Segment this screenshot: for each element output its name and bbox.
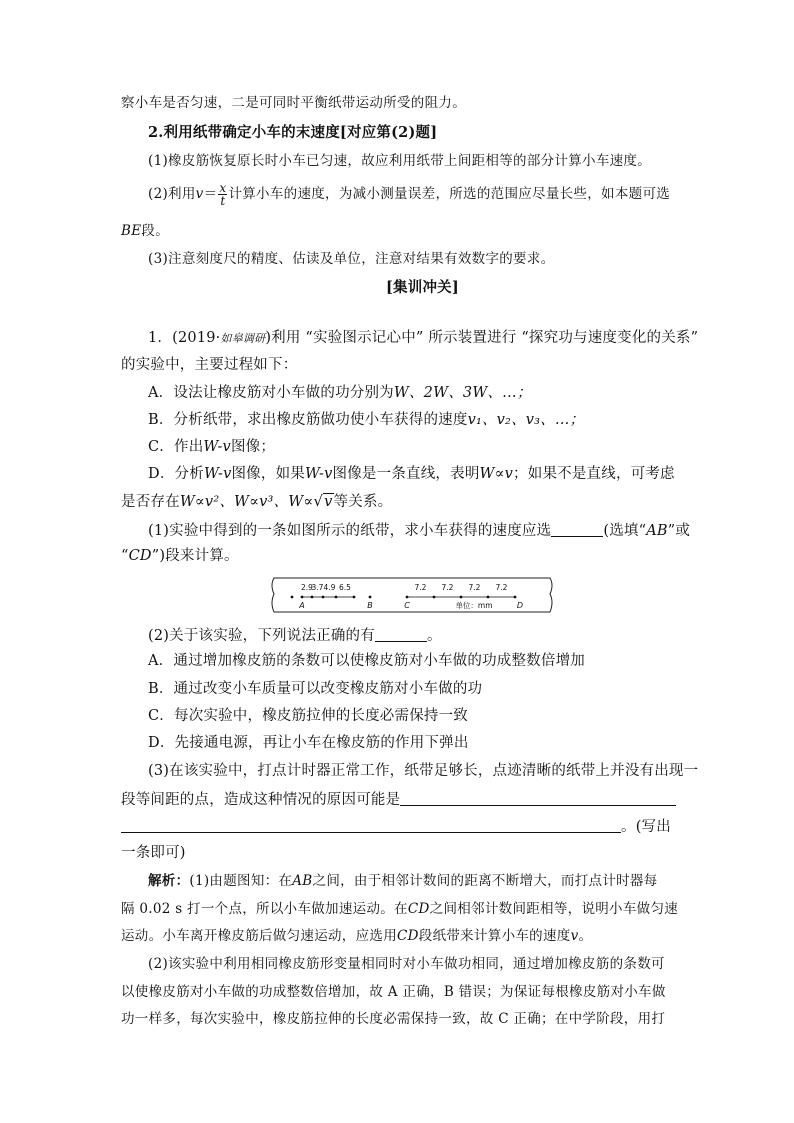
tape-dot (369, 596, 372, 599)
guide-point-2: (2)利用v＝ $\frac{x}{t}$ 计算小车的速度，为减小测量误差，所选的范围应尽量长些，如本题可选 (148, 181, 671, 208)
sqrt-v: v (324, 494, 333, 510)
tape-interval-label: 7.2 (495, 583, 508, 592)
analysis-line-6: 功一样多，每次实验中，橡皮筋拉伸的长度必需保持一致，故 C 正确；在中学阶段，用打 (121, 1011, 666, 1027)
analysis-line-3: 运动。小车离开橡皮筋后做匀速运动，应选用CD段纸带来计算小车的速度v。 (121, 928, 593, 944)
step-d: D．分析W-v图像，如果W-v图像是一条直线，表明W∝v；如果不是直线，可考虑 (148, 466, 675, 482)
step-c: C．作出W-v图像； (148, 439, 276, 455)
option-a: A．通过增加橡皮筋的条数可以使橡皮筋对小车做的功成整数倍增加 (148, 653, 585, 669)
sub-question-3-line: 。(写出 (121, 818, 671, 835)
sub-question-3-cont: 段等间距的点，造成这种情况的原因可能是 (121, 791, 676, 808)
sub-question-2: (2)关于该实验，下列说法正确的有 。 (148, 628, 442, 644)
answer-blank-3a[interactable] (400, 791, 676, 806)
tape-interval-label: 4.9 (323, 583, 336, 592)
tape-dot (291, 596, 294, 599)
sub-question-3: (3)在该实验中，打点计时器正常工作，纸带足够长，点迹清晰的纸带上并没有出现一 (148, 763, 699, 779)
option-b: B．通过改变小车质量可以改变橡皮筋对小车做的功 (148, 681, 483, 697)
tape-interval-label: 7.2 (414, 583, 427, 592)
tape-point-label: A (299, 601, 305, 610)
paper-tape-figure (270, 576, 554, 614)
sub-question-1: (1)实验中得到的一条如图所示的纸带，求小车获得的速度应选 (选填“AB”或 (148, 523, 691, 539)
step-a: A．设法让橡皮筋对小车做的功分别为W、2W、3W、…； (148, 385, 532, 401)
sub-question-1-cont: “CD”)段来计算。 (121, 548, 239, 564)
question-1-intro: 1．(2019·如皋调研)利用 “实验图示记心中” 所示装置进行 “探究功与速度变化的关系” (148, 330, 699, 346)
step-b: B．分析纸带，求出橡皮筋做功使小车获得的速度v₁、v₂、v₃、…； (148, 412, 585, 428)
answer-blank-3b[interactable] (121, 818, 621, 833)
tape-interval-label: 7.2 (441, 583, 454, 592)
guide-point-3: (3)注意刻度尺的精度、估读及单位，注意对结果有效数字的要求。 (148, 251, 555, 267)
tape-point-label: C (404, 601, 410, 610)
tape-marks (291, 583, 523, 610)
sub-question-3-note: 一条即可) (121, 845, 186, 861)
analysis-line-5: 以使橡皮筋对小车做的功成整数倍增加，故 A 正确，B 错误；为保证每根橡皮筋对小车做 (121, 984, 666, 1000)
answer-blank-2[interactable] (375, 627, 427, 642)
tape-unit-label: 单位：mm (455, 601, 493, 610)
guide-point-2-cont: BE段。 (121, 223, 169, 239)
tape-interval-label: 2.9 (301, 583, 313, 592)
option-c: C．每次实验中，橡皮筋拉伸的长度必需保持一致 (148, 708, 468, 724)
tape-point-label: B (367, 601, 373, 610)
section-title: [集训冲关] (386, 279, 459, 296)
guide-line-1: 察小车是否匀速，二是可同时平衡纸带运动所受的阻力。 (121, 95, 466, 111)
tape-interval-label: 6.5 (339, 583, 351, 592)
guide-point-1: (1)橡皮筋恢复原长时小车已匀速，故应利用纸带上间距相等的部分计算小车速度。 (148, 153, 652, 169)
analysis-line-2: 隔 0.02 s 打一个点，所以小车做加速运动。在CD之间相邻计数间距相等，说明小车做匀速 (121, 901, 679, 917)
analysis-line-4: (2)该实验中利用相同橡皮筋形变量相同时对小车做功相同，通过增加橡皮筋的条数可 (148, 956, 665, 972)
tape-point-label: D (516, 601, 524, 610)
question-1-intro-cont: 的实验中，主要过程如下： (121, 357, 298, 373)
option-d: D．先接通电源，再让小车在橡皮筋的作用下弹出 (148, 735, 469, 751)
answer-blank-1[interactable] (551, 522, 603, 537)
analysis-line-1: 解析：(1)由题图知：在AB之间，由于相邻计数间的距离不断增大，而打点计时器每 (148, 873, 658, 889)
step-d-cont: 是否存在W∝v²、W∝v³、W∝√v等关系。 (121, 492, 393, 510)
tape-interval-label: 7.2 (468, 583, 481, 592)
guide-heading-2: 2.利用纸带确定小车的末速度[对应第(2)题] (148, 124, 438, 141)
fraction-x-over-t: $\frac{x}{t}$ (219, 181, 227, 208)
tape-interval-label: 3.7 (311, 583, 324, 592)
